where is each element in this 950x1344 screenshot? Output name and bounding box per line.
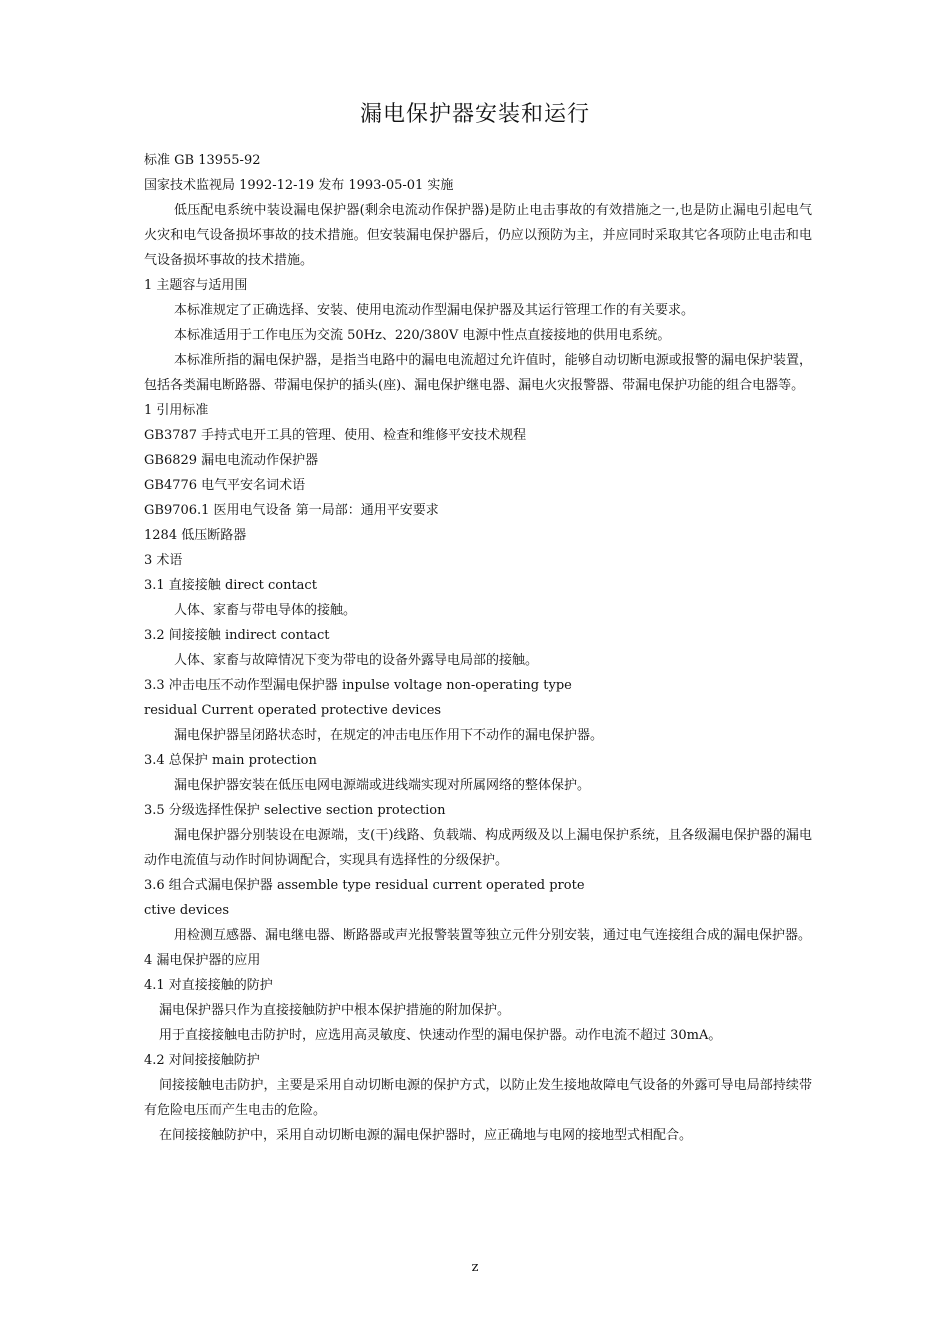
reference-item: GB9706.1 医用电气设备 第一局部：通用平安要求 (144, 503, 439, 518)
section-4-1-paragraph-2: 用于直接接触电击防护时，应选用高灵敏度、快速动作型的漏电保护器。动作电流不超过 30mA。 (159, 1028, 722, 1043)
section-4-2-heading: 4.2 对间接接触防护 (144, 1053, 260, 1068)
page-footer: z (471, 1260, 479, 1275)
section-2-heading: 1 引用标准 (144, 403, 209, 418)
standard-number: 标准 GB 13955-92 (144, 153, 261, 168)
section-4-1-heading: 4.1 对直接接触的防护 (144, 978, 273, 993)
term-3-6: 3.6 组合式漏电保护器 assemble type residual current operated prote (144, 878, 585, 893)
term-3-4-definition: 漏电保护器安装在低压电网电源端或进线端实现对所属网络的整体保护。 (174, 778, 591, 793)
reference-item: GB3787 手持式电开工具的管理、使用、检查和维修平安技术规程 (144, 428, 527, 443)
section-4-2-paragraph-2: 在间接接触防护中，采用自动切断电源的漏电保护器时，应正确地与电网的接地型式相配合。 (159, 1128, 693, 1143)
term-3-1-definition: 人体、家畜与带电导体的接触。 (174, 603, 357, 618)
issue-info: 国家技术监视局 1992-12-19 发布 1993-05-01 实施 (144, 178, 454, 193)
reference-item: GB4776 电气平安名词术语 (144, 478, 306, 493)
section-1-heading: 1 主题容与适用围 (144, 278, 248, 293)
section-4-heading: 4 漏电保护器的应用 (144, 953, 261, 968)
document-body (144, 148, 812, 1148)
section-1-paragraph-3: 本标准所指的漏电保护器，是指当电路中的漏电电流超过允许值时，能够自动切断电源或报警的漏电保护装置，包括各类漏电断路器、带漏电保护的插头(座)、漏电保护继电器、漏电火灾报警器、带漏电保护功能的组合电器等。 (144, 353, 812, 393)
reference-item: GB6829 漏电电流动作保护器 (144, 453, 319, 468)
intro-paragraph: 低压配电系统中装设漏电保护器(剩余电流动作保护器)是防止电击事故的有效措施之一,也是防止漏电引起电气火灾和电气设备损坏事故的技术措施。但安装漏电保护器后，仍应以预防为主，并应同时采取其它各项防止电击和电气设备损坏事故的技术措施。 (144, 203, 812, 268)
term-3-5-definition: 漏电保护器分别装设在电源端，支(干)线路、负载端、构成两级及以上漏电保护系统，且各级漏电保护器的漏电动作电流值与动作时间协调配合，实现具有选择性的分级保护。 (144, 828, 812, 868)
document-title: 漏电保护器安装和运行 (359, 102, 590, 127)
term-3-6-continued: ctive devices (144, 903, 229, 918)
section-1-paragraph-2: 本标准适用于工作电压为交流 50Hz、220/380V 电源中性点直接接地的供用电系统。 (174, 328, 671, 343)
term-3-2: 3.2 间接接触 indirect contact (144, 628, 330, 643)
section-4-2-paragraph-1: 间接接触电击防护，主要是采用自动切断电源的保护方式，以防止发生接地故障电气设备的外露可导电局部持续带有危险电压而产生电击的危险。 (144, 1078, 812, 1118)
term-3-6-definition: 用检测互感器、漏电继电器、断路器或声光报警装置等独立元件分别安装，通过电气连接组合成的漏电保护器。 (174, 928, 812, 943)
term-3-4: 3.4 总保护 main protection (144, 753, 317, 768)
reference-item: 1284 低压断路器 (144, 528, 247, 543)
term-3-3-definition: 漏电保护器呈闭路状态时，在规定的冲击电压作用下不动作的漏电保护器。 (174, 728, 604, 743)
term-3-3: 3.3 冲击电压不动作型漏电保护器 inpulse voltage non-operating type (144, 678, 572, 693)
section-1-paragraph-1: 本标准规定了正确选择、安装、使用电流动作型漏电保护器及其运行管理工作的有关要求。 (174, 303, 695, 318)
term-3-1: 3.1 直接接触 direct contact (144, 578, 317, 593)
term-3-2-definition: 人体、家畜与故障情况下变为带电的设备外露导电局部的接触。 (174, 653, 539, 668)
section-4-1-paragraph-1: 漏电保护器只作为直接接触防护中根本保护措施的附加保护。 (159, 1003, 511, 1018)
section-3-heading: 3 术语 (144, 553, 183, 568)
term-3-3-continued: residual Current operated protective devices (144, 703, 442, 718)
term-3-5: 3.5 分级选择性保护 selective section protection (144, 803, 446, 818)
